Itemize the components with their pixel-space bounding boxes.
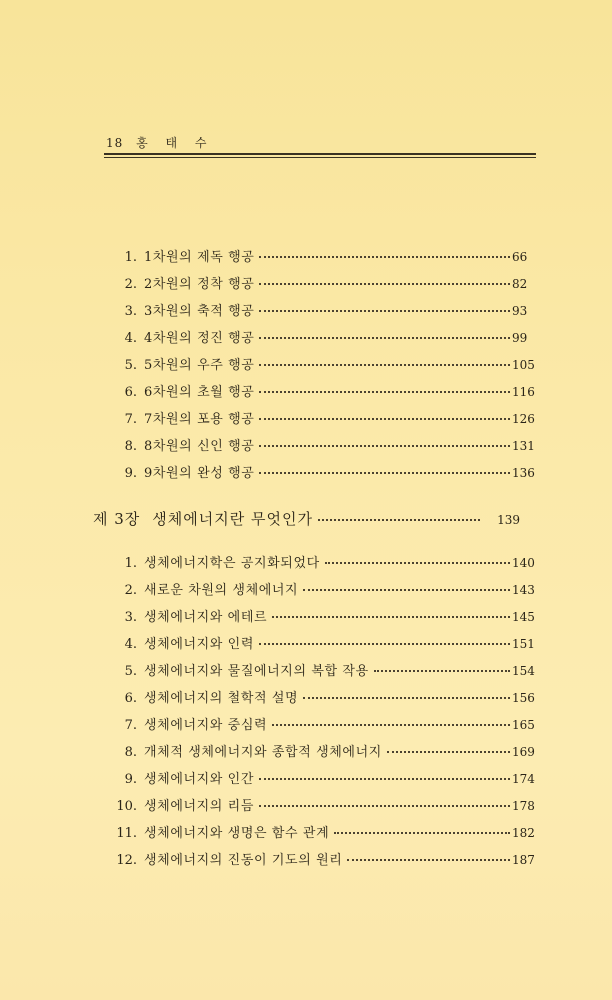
toc-leader-dots [259, 471, 510, 474]
toc-leader-dots [347, 858, 510, 861]
toc-entry [100, 660, 536, 680]
toc-entry-page: 151 [512, 637, 535, 651]
toc-entry-page: 140 [512, 556, 535, 570]
toc-entry-page: 82 [512, 277, 528, 291]
toc-entry-number: 8. [124, 745, 137, 760]
toc-entry-page: 93 [512, 304, 528, 318]
toc-entry-title: 생체에너지학은 공지화되었다 [144, 556, 320, 571]
toc-entry-page: 154 [512, 664, 535, 678]
toc-entry-page: 174 [512, 772, 535, 786]
chapter-page: 139 [497, 513, 520, 527]
toc-leader-dots [303, 696, 510, 699]
toc-leader-dots [303, 588, 510, 591]
toc-entry-page: 66 [512, 250, 528, 264]
toc-entry [100, 822, 536, 842]
toc-leader-dots [259, 390, 510, 393]
toc-entry-title: 9차원의 완성 행공 [144, 466, 255, 481]
toc-entry [100, 633, 536, 653]
toc-leader-dots [259, 804, 510, 807]
toc-entry-title: 2차원의 정착 행공 [144, 277, 255, 292]
toc-entry-number: 7. [124, 412, 137, 427]
toc-entry-page: 99 [512, 331, 528, 345]
toc-entry-number: 6. [124, 691, 137, 706]
toc-leader-dots [259, 309, 510, 312]
toc-entry-number: 2. [124, 277, 137, 292]
toc-entry-number: 8. [124, 439, 137, 454]
toc-entry-number: 4. [124, 331, 137, 346]
toc-entry-number: 1. [124, 556, 137, 571]
toc-entry-number: 5. [124, 664, 137, 679]
toc-entry-number: 6. [124, 385, 137, 400]
toc-leader-dots [259, 255, 510, 258]
toc-entry-page: 105 [512, 358, 535, 372]
toc-leader-dots [259, 336, 510, 339]
chapter-label: 제 3장 [93, 510, 141, 528]
toc-leader-dots [387, 750, 510, 753]
toc-leader-dots [272, 615, 510, 618]
toc-entry-title: 생체에너지와 물질에너지의 복합 작용 [144, 664, 369, 679]
toc-entry-title: 4차원의 정진 행공 [144, 331, 255, 346]
toc-entry [100, 606, 536, 626]
toc-entry-title: 생체에너지와 중심력 [144, 718, 268, 733]
toc-entry-page: 178 [512, 799, 535, 813]
toc-leader-dots [259, 282, 510, 285]
toc-entry-number: 7. [124, 718, 137, 733]
toc-entry-page: 145 [512, 610, 535, 624]
toc-entry [100, 714, 536, 734]
toc-entry-title: 생체에너지와 생명은 함수 관계 [144, 826, 330, 841]
toc-leader-dots [272, 723, 510, 726]
toc-leader-dots [259, 417, 510, 420]
toc-entry [100, 579, 536, 599]
toc-entry-number: 9. [124, 772, 137, 787]
toc-entry-title: 개체적 생체에너지와 종합적 생체에너지 [144, 745, 382, 760]
toc-entry-title: 1차원의 제독 행공 [144, 250, 255, 265]
toc-entry-title: 6차원의 초월 행공 [144, 385, 255, 400]
header-author: 홍 태 수 [136, 136, 214, 150]
toc-entry-page: 143 [512, 583, 535, 597]
toc-leader-dots [259, 444, 510, 447]
toc-entry-title: 5차원의 우주 행공 [144, 358, 255, 373]
toc-entry-page: 187 [512, 853, 535, 867]
toc-entry-title: 생체에너지와 에테르 [144, 610, 268, 625]
toc-entry [100, 273, 536, 293]
toc-leader-dots [259, 363, 510, 366]
header-page-number: 18 [106, 136, 124, 150]
toc-entry-number: 2. [124, 583, 137, 598]
toc-entry-number: 3. [124, 610, 137, 625]
toc-entry-number: 11. [116, 826, 137, 841]
toc-entry-page: 136 [512, 466, 535, 480]
toc-entry-page: 131 [512, 439, 535, 453]
toc-entry-title: 8차원의 신인 행공 [144, 439, 255, 454]
toc-entry-number: 1. [124, 250, 137, 265]
toc-entry-title: 생체에너지의 철학적 설명 [144, 691, 299, 706]
toc-entry-number: 4. [124, 637, 137, 652]
toc-entry [100, 768, 536, 788]
toc-entry-number: 5. [124, 358, 137, 373]
chapter-title: 생체에너지란 무엇인가 [152, 510, 313, 528]
running-header [106, 134, 214, 151]
toc-entry-page: 126 [512, 412, 535, 426]
toc-entry-page: 169 [512, 745, 535, 759]
toc-entry-number: 10. [116, 799, 137, 814]
toc-entry [100, 408, 536, 428]
toc-entry [100, 552, 536, 572]
toc-entry-title: 3차원의 축적 행공 [144, 304, 255, 319]
toc-entry-number: 3. [124, 304, 137, 319]
toc-entry-number: 12. [116, 853, 137, 868]
header-rule-thin [104, 157, 536, 158]
toc-leader-dots [259, 777, 510, 780]
toc-entry [100, 381, 536, 401]
toc-entry [100, 849, 536, 869]
toc-entry [100, 354, 536, 374]
toc-leader-dots [334, 831, 510, 834]
toc-entry [100, 327, 536, 347]
toc-entry-title: 생체에너지의 리듬 [144, 799, 254, 814]
toc-entry [100, 741, 536, 761]
toc-entry-title: 생체에너지의 진동이 기도의 원리 [144, 853, 343, 868]
toc-entry [100, 795, 536, 815]
toc-entry-title: 생체에너지와 인간 [144, 772, 254, 787]
toc-entry [100, 687, 536, 707]
toc-entry-page: 165 [512, 718, 535, 732]
toc-leader-dots [374, 669, 510, 672]
toc-leader-dots [259, 642, 510, 645]
toc-entry-page: 182 [512, 826, 535, 840]
toc-entry-title: 생체에너지와 인력 [144, 637, 254, 652]
toc-entry-page: 156 [512, 691, 535, 705]
toc-entry-page: 116 [512, 385, 535, 399]
toc-entry-title: 새로운 차원의 생체에너지 [144, 583, 299, 598]
toc-entry [100, 300, 536, 320]
toc-entry-title: 7차원의 포용 행공 [144, 412, 255, 427]
toc-entry [100, 462, 536, 482]
toc-leader-dots [325, 561, 510, 564]
toc-leader-dots [318, 518, 480, 521]
toc-entry [100, 246, 536, 266]
toc-entry-number: 9. [124, 466, 137, 481]
chapter-heading [93, 508, 548, 530]
toc-entry [100, 435, 536, 455]
header-rule-thick [104, 153, 536, 155]
